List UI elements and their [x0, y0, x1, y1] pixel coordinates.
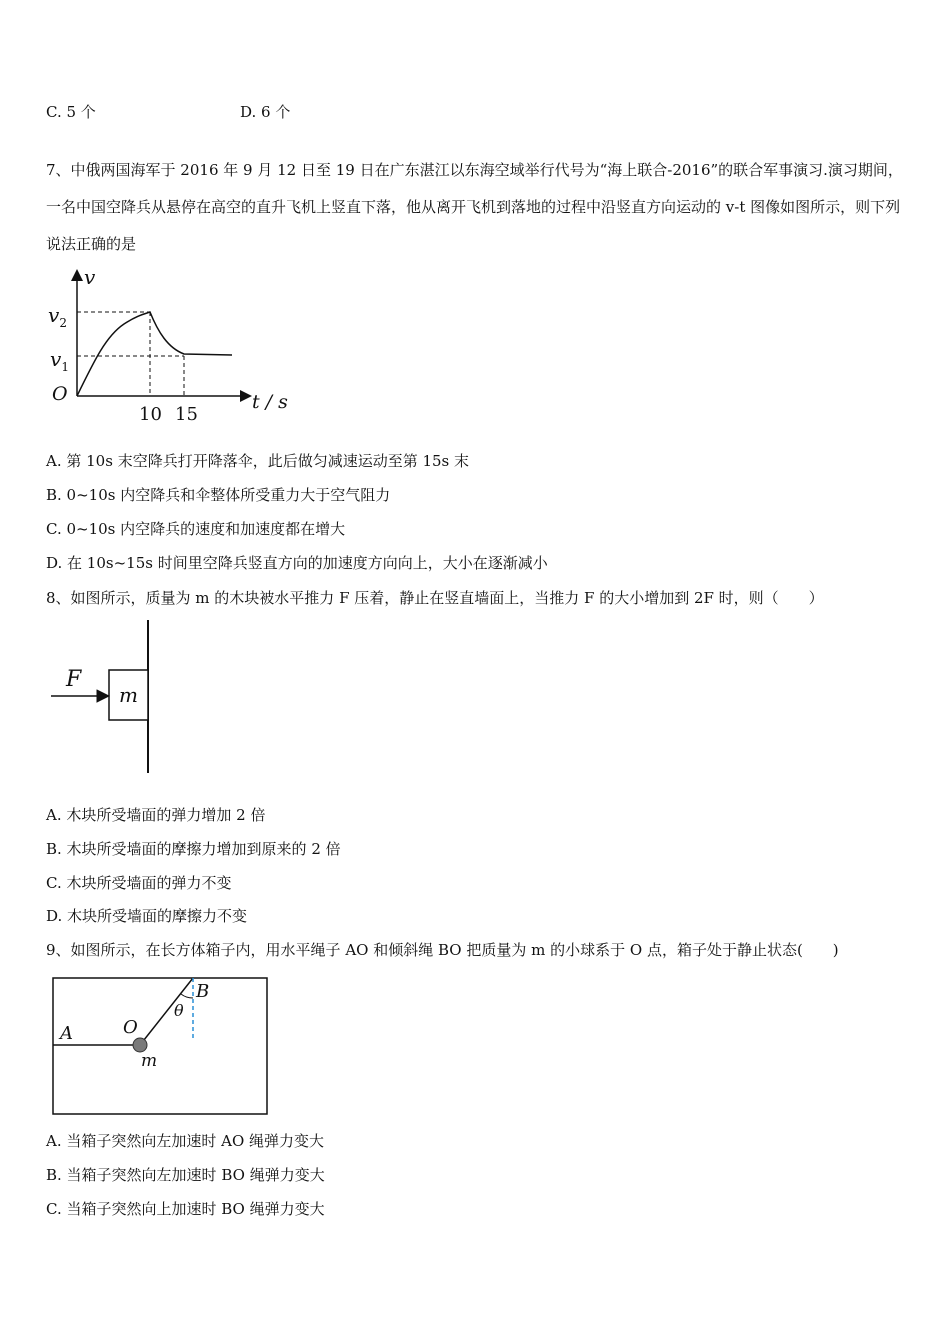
tick-10-label: 10 — [139, 404, 162, 425]
q7-option-d: D. 在 10s~15s 时间里空降兵竖直方向的加速度方向向上，大小在逐渐减小 — [46, 554, 548, 572]
q9-option-a: A. 当箱子突然向左加速时 AO 绳弹力变大 — [46, 1132, 325, 1150]
theta-label: θ — [174, 1001, 184, 1020]
q7-vt-graph — [44, 266, 294, 431]
q8-stem: 8、如图所示，质量为 m 的木块被水平推力 F 压着，静止在竖直墙面上，当推力 F 的大小增加到 2F 时，则（ ） — [46, 589, 824, 607]
velocity-curve — [77, 312, 232, 396]
box — [53, 978, 267, 1114]
q9-stem: 9、如图所示，在长方体箱子内，用水平绳子 AO 和倾斜绳 BO 把质量为 m 的小球系于 O 点，箱子处于静止状态( ) — [46, 941, 839, 959]
mass-label: m — [119, 683, 138, 707]
v1-label: $v_1$ — [50, 347, 69, 374]
q6-option-c: C. 5 个 — [46, 103, 96, 121]
q9-option-b: B. 当箱子突然向左加速时 BO 绳弹力变大 — [46, 1166, 325, 1184]
origin-label: O — [52, 383, 68, 405]
q9-box-figure — [50, 974, 272, 1120]
q6-option-d: D. 6 个 — [240, 103, 291, 121]
t-axis-label: t / s — [252, 391, 288, 413]
point-o-label: O — [123, 1017, 138, 1038]
mass-label: m — [141, 1051, 158, 1071]
q8-option-b: B. 木块所受墙面的摩擦力增加到原来的 2 倍 — [46, 840, 341, 858]
q8-block-wall-figure — [48, 618, 158, 778]
q8-option-d: D. 木块所受墙面的摩擦力不变 — [46, 907, 248, 925]
q7-stem: 7、中俄两国海军于 2016 年 9 月 12 日至 19 日在广东湛江以东海空域举行代号为“海上联合-2016”的联合军事演习.演习期间，一名中国空降兵从悬停在高空的直升飞机上竖直下落，他从离开飞机到落地的过程中沿竖直方向运动的 v-t 图像如图所示，则下列说法正确的是 — [46, 161, 903, 253]
q9-option-c: C. 当箱子突然向上加速时 BO 绳弹力变大 — [46, 1200, 325, 1218]
point-b-label: B — [196, 981, 210, 1002]
tick-15-label: 15 — [175, 404, 198, 425]
v2-label: $v_2$ — [48, 303, 67, 330]
v-axis-label: v — [84, 266, 96, 289]
force-label: F — [66, 667, 82, 692]
q8-option-a: A. 木块所受墙面的弹力增加 2 倍 — [46, 806, 266, 824]
q7-option-a: A. 第 10s 末空降兵打开降落伞，此后做匀减速运动至第 15s 末 — [46, 452, 470, 470]
point-a-label: A — [60, 1023, 73, 1044]
q7-option-b: B. 0~10s 内空降兵和伞整体所受重力大于空气阻力 — [46, 486, 391, 504]
ball — [133, 1038, 147, 1052]
q7-option-c: C. 0~10s 内空降兵的速度和加速度都在增大 — [46, 520, 346, 538]
q8-option-c: C. 木块所受墙面的弹力不变 — [46, 874, 232, 892]
